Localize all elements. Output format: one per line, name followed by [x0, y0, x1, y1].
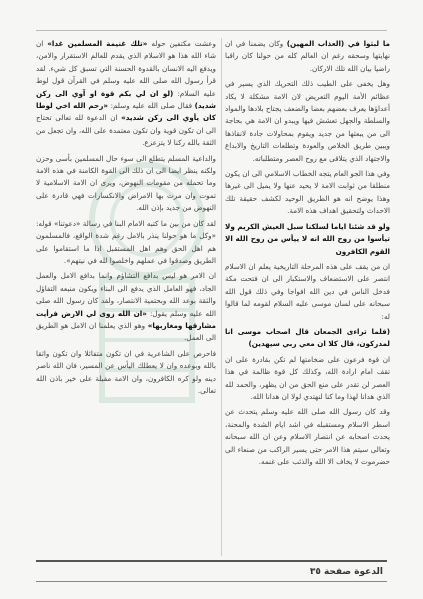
paragraph — [225, 38, 390, 75]
paragraph: وهل يخفى على الطيب ذلك التحريك الذي يسير في عظائم الأمة اليوم التعريض لان الامة مشكلة لا يكاد أعداؤها يعرف بعضهم بعضا والضعف يجتاح بلادها والمواد والسلطة والجهل تعشش فيها ويبدو ان الامة هي بحاجة الى من يبعثها من جديد ويقوم بمحاولات جادة لانقاذها ويبين طريق الخلاص والعودة وتطلعات التاريخ والابداع والاجتهاد الذي يتلاقى مع روح العصر ومتطلباته. — [225, 79, 390, 163]
paragraph: وفي هذا الجو العام يتجه الخطاب الاسلامي الى ان يكون منطلقا من ثوابت الامة لا يحيد عنها ولا يميل الى غيرها وهذا يوضح انه هو الطريق الوحيد لكشف حقيقة تلك الاحداث ولتحقيق اهداف هذه الامة. — [225, 169, 390, 216]
body-text: وكان يضمنا في ان نهايتها وسحقه رغم ان العالم كله من حولنا كان راقبا راضيا بيان الله تلك الاركان. — [225, 39, 390, 73]
hadith-quote: «رحم الله اخي لوطا كان يأوي الى ركن شديد» — [36, 101, 216, 123]
quran-quote: (لو ان لي بكم قوة او آوي الى ركن شديد) — [36, 88, 216, 111]
column-divider — [221, 38, 222, 556]
paragraph — [36, 270, 216, 344]
paragraph: والداعية المسلم يتطلع الى سوء حال المسلمين بأسى وحزن ولكنه ينظر ايضا الى ان ذلك الى القوة الكامنة في هذه الامة وما تحمله من مقومات النهوض، ويرى ان الامة الاسلامية لا تموت وان مرت بها الامراض والانكسارات فهي قادرة على النهوض من جديد بإذن الله. — [36, 153, 216, 213]
paragraph: لقد كان من بين ما كتبه الامام البنا في رسالة «دعوتنا» قوله: «وكل ما هو حولنا ينذر بالامل رغم شدة الواقع، فالمسلمون هم اهل الحق وهم اهل المستقبل اذا ما استقاموا على الطريق وصدقوا في عملهم واخلصوا لله في نيتهم». — [36, 218, 216, 265]
paragraph — [225, 221, 390, 258]
body-text: ان الدعوة لله تعالى تحتاج الى ان تكون قوية وان تكون معتمدة على الله، وان تجعل من الثقة بالله ركنا لا يتزعزع. — [36, 113, 216, 148]
paragraph: ان من يقف على هذه المرحلة التاريخية يعلم ان الاسلام انتصر على الاستضعاف والاستكبار الى ان فتحت مكة فدخل الناس في دين الله افواجا وفي ذلك قول الله سبحانه على لسان موسى عليه السلام لقومه لما قالوا له: — [225, 261, 390, 321]
body-text: وهو الذي يعلمنا ان الامل هو الطريق الى العمل. — [36, 320, 216, 343]
paragraph: وقد كان رسول الله صلى الله عليه وسلم يتحدث عن اسطر الاسلام ومستقبله في اشد ايام الشدة والمحنة، يحدث اصحابه عن انتصار الاسلام وعن ان الله سبحانه وتعالى سيتم هذا الامر حتى يسير الراكب من صنعاء الى حضرموت لا يخاف الا الله والذئب على غنمه. — [225, 407, 390, 466]
highlight-phrase: «تلك غنيمة المسلمين غدا» — [47, 39, 148, 48]
top-rule — [36, 30, 387, 31]
body-text: ان شاء الله هذا هو الاسلام الذي يقدم للعالم الاستقرار والامن، ويدفع اليه الانسان بالقدوة الحسنة التي تسبق كل شيء. لقد قرأ رسول الله صلى الله عليه وسلم في القرآن قول لوط عليه السلام: — [36, 39, 216, 98]
quran-quote: (فلما تراءى الجمعان قال اصحاب موسى انا لمدركون، قال كلا ان معي ربي سيهدين) — [225, 326, 390, 349]
page-footer — [36, 560, 387, 582]
body-text: وعشت مكتفين حوله — [151, 39, 216, 48]
highlight-phrase: ولو قد شئنا اياما لسلكنا سبل العيش الكريم ولا تيأسوا من روح الله انه لا ييأس من روح الله الا القوم الكافرون — [225, 221, 390, 256]
paragraph: ان قوة فرعون على ضخامتها لم تكن بقادرة على ان تقف امام ارادة الله، وكذلك كل قوة ظالمة في هذا العصر لن تقدر على منع الحق من ان يظهر، والحمد لله الذي هدانا لهذا وما كنا لنهتدي لولا ان هدانا الله. — [225, 354, 390, 401]
paragraph — [225, 326, 390, 351]
hadith-quote: «ان الله زوى لي الارض فرأيت مشارقها ومغاربها» — [36, 308, 216, 330]
body-text: فقال صلى الله عليه وسلم: — [110, 101, 193, 111]
highlight-phrase: ما لبثوا في (العذاب المهين) — [286, 39, 390, 48]
text-column-right — [225, 38, 390, 556]
footer-label: الدعوة صفحة ٣٥ — [309, 566, 383, 577]
paragraph: فاحرص على الشاعرية في ان تكون متفائلا وان تكون واثقا بالله وبوعده وان لا يعطلك اليأس عن المسير، فان الله ناصر دينه ولو كره الكافرون، وان الامة مقبلة على خير باذن الله تعالى. — [36, 348, 216, 395]
paragraph — [36, 38, 216, 150]
text-column-left — [36, 38, 216, 556]
body-text: ان الامر هو ليس بدافع التشاؤم وانما بدافع الامل والعمل الجاد، فهو العامل الذي يدفع الى البناء ويكون منبعه التفاؤل والثقة بوعد الله وبحتمية الانتصار، ولقد كان رسول الله صلى الله عليه وسلم يقول: — [36, 271, 216, 318]
